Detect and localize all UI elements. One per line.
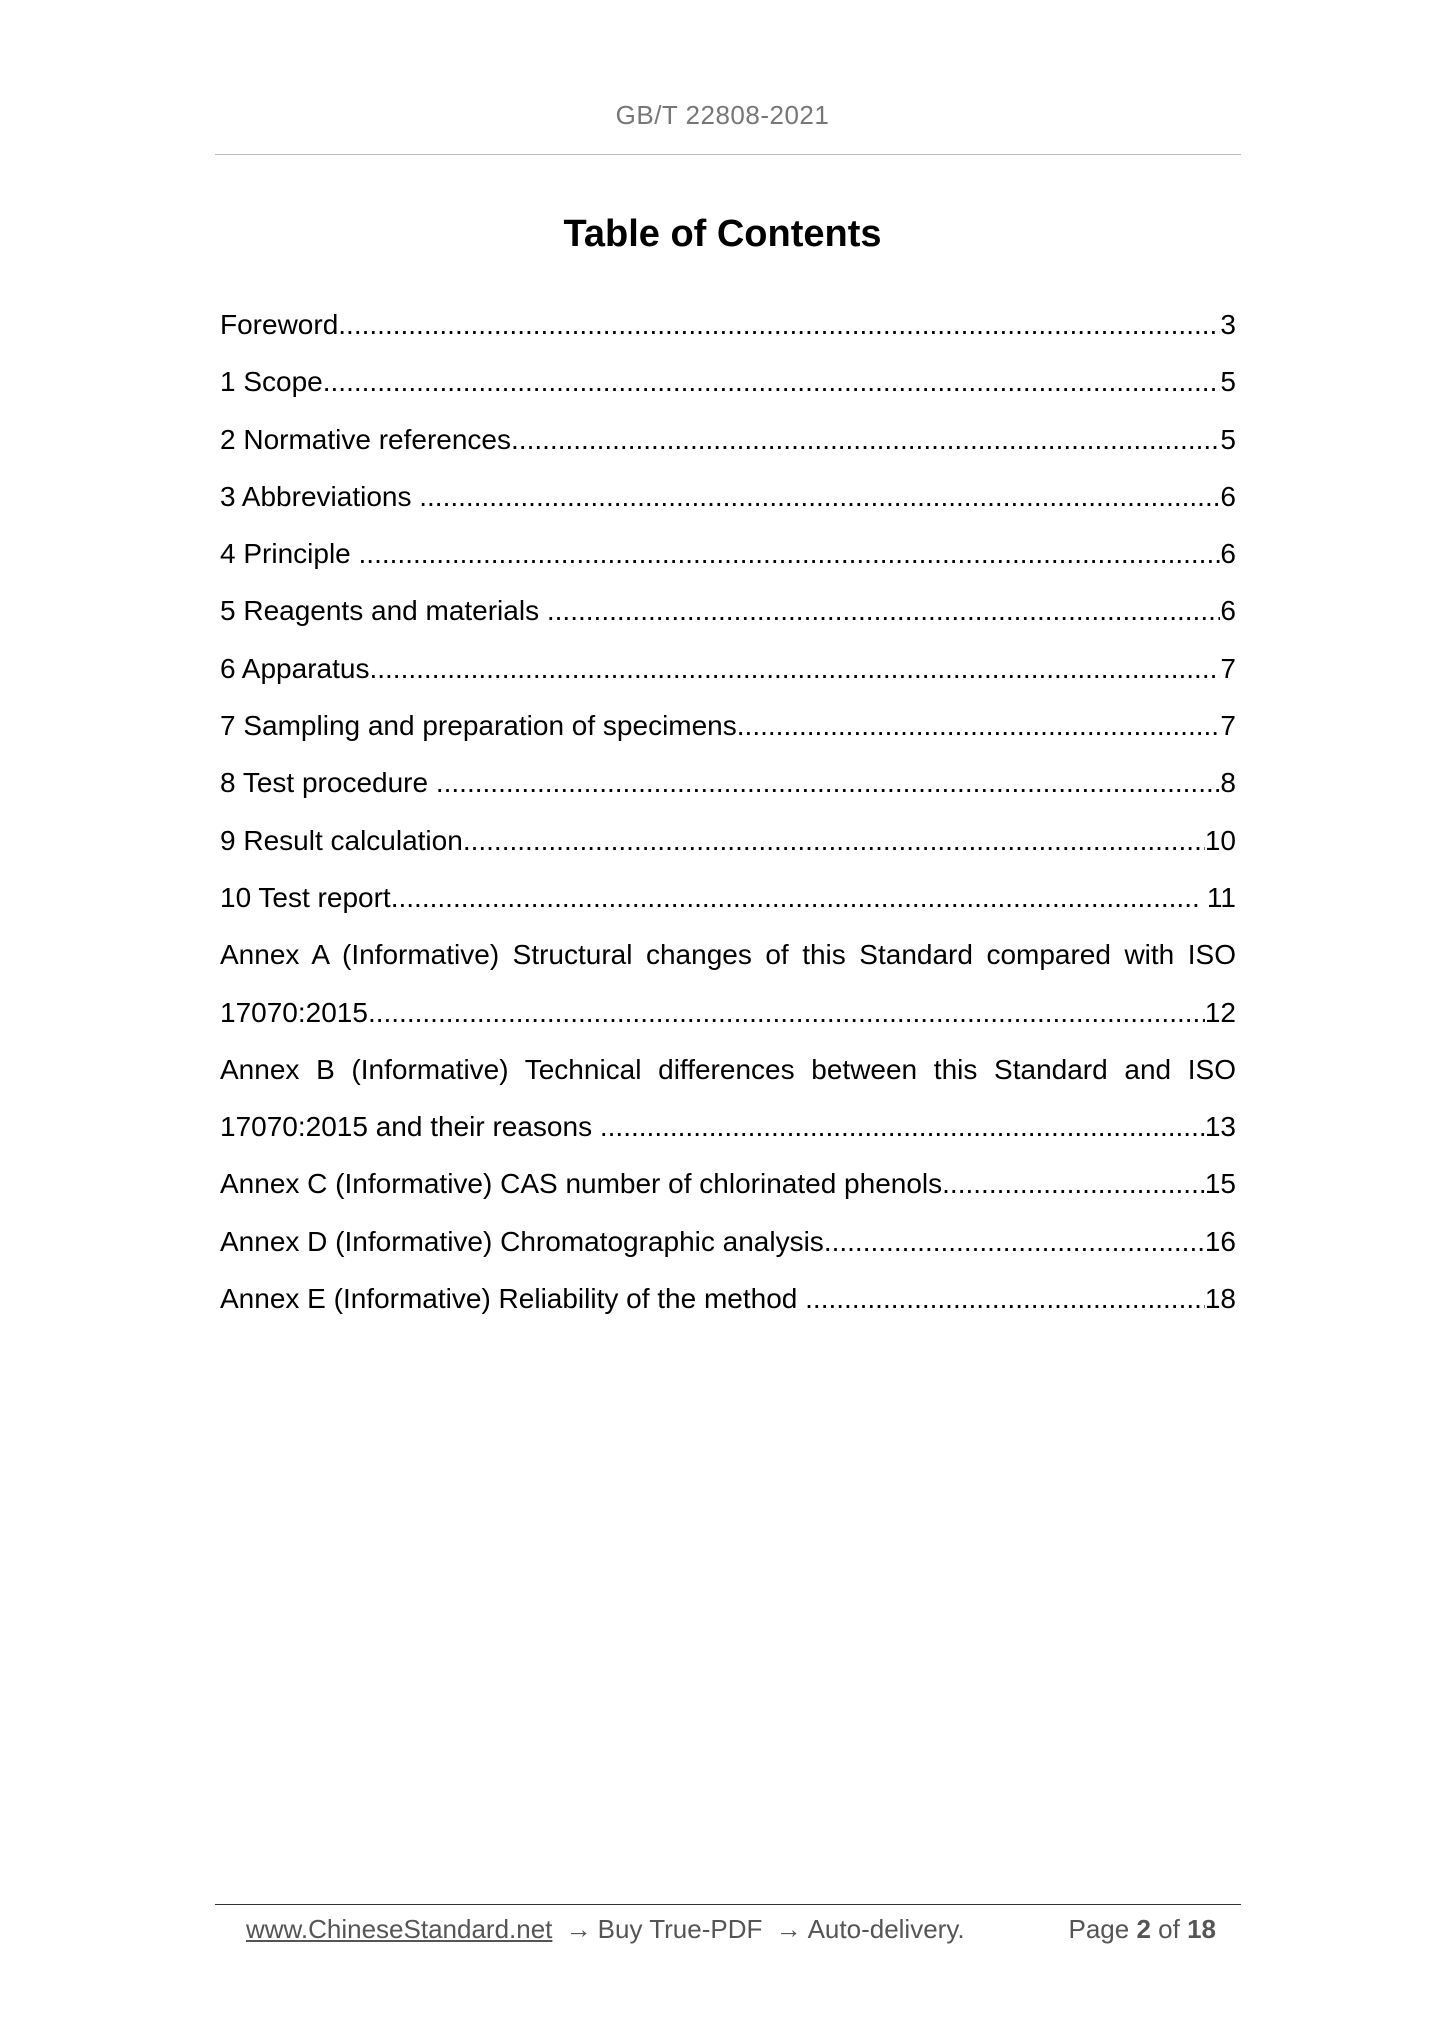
toc-entry-apparatus[interactable] (220, 640, 1236, 697)
site-link[interactable]: www.ChineseStandard.net (246, 1914, 553, 1944)
buy-pdf-text: Buy True-PDF (597, 1914, 763, 1944)
toc-entry-text: 2 Normative references (220, 423, 512, 455)
dot-leader (824, 1213, 1205, 1270)
toc-entry-annex-e[interactable] (220, 1270, 1236, 1327)
toc-entry-text: 17070:2015 and their reasons (220, 1111, 600, 1143)
toc-page-number: 6 (1220, 595, 1236, 627)
toc-entry-annex-a[interactable] (220, 984, 1236, 1041)
toc-entry-text: 1 Scope (220, 366, 323, 398)
toc-page-number: 15 (1204, 1168, 1236, 1200)
toc-entry-text: Annex C (Informative) CAS number of chlorinated phenols (220, 1168, 943, 1200)
dot-leader (942, 1155, 1205, 1212)
document-code-header: GB/T 22808-2021 (615, 100, 830, 130)
auto-delivery-text: Auto-delivery. (807, 1914, 965, 1944)
dot-leader (368, 984, 1205, 1041)
toc-entry-scope[interactable] (220, 353, 1236, 410)
toc-page-number: 12 (1204, 996, 1236, 1028)
dot-leader (463, 812, 1205, 869)
dot-leader (323, 353, 1221, 410)
toc-entry-text: 17070:2015 (220, 996, 368, 1028)
toc-entry-annex-b-line1[interactable] (220, 1041, 1236, 1098)
toc-entry-text: Annex B (Informative) Technical differences between this Standard and ISO (220, 1053, 1236, 1085)
toc-entry-annex-b[interactable] (220, 1098, 1236, 1155)
dot-leader (338, 296, 1220, 353)
dot-leader (805, 1270, 1205, 1327)
toc-page-number: 3 (1220, 309, 1236, 340)
dot-leader (600, 1098, 1205, 1155)
toc-entry-text: Annex A (Informative) Structural changes of this Standard compared with ISO (220, 939, 1236, 971)
toc-page-number: 7 (1220, 652, 1236, 684)
table-of-contents (220, 296, 1236, 1327)
dot-leader (436, 754, 1221, 811)
toc-entry-sampling-and-preparation[interactable] (220, 697, 1236, 754)
toc-entry-text: 7 Sampling and preparation of specimens (220, 710, 737, 742)
toc-page-number: 18 (1204, 1283, 1236, 1315)
toc-entry-annex-d[interactable] (220, 1213, 1236, 1270)
toc-entry-test-procedure[interactable] (220, 754, 1236, 811)
dot-leader (391, 869, 1199, 926)
toc-entry-foreword[interactable] (220, 296, 1236, 353)
toc-page-number: 6 (1220, 538, 1236, 570)
toc-page-number: 11 (1199, 881, 1236, 913)
toc-entry-text: Annex E (Informative) Reliability of the method (220, 1283, 806, 1315)
toc-entry-principle[interactable] (220, 525, 1236, 582)
dot-leader (359, 525, 1221, 582)
dot-leader (737, 697, 1221, 754)
toc-page-number: 6 (1220, 480, 1236, 512)
toc-page-number: 13 (1204, 1111, 1236, 1143)
current-page-number: 2 (1136, 1914, 1151, 1944)
of-label: of (1158, 1914, 1180, 1944)
page-title: Table of Contents (563, 213, 882, 255)
toc-entry-text: 3 Abbreviations (220, 480, 420, 512)
toc-entry-text: Annex D (Informative) Chromatographic analysis (220, 1225, 824, 1257)
dot-leader (369, 640, 1220, 697)
toc-entry-text: 9 Result calculation (220, 824, 463, 856)
toc-page-number: 5 (1220, 366, 1236, 398)
toc-entry-text: 6 Apparatus (220, 652, 370, 684)
toc-page-number: 16 (1204, 1225, 1236, 1257)
arrow-right-icon: → (775, 1914, 802, 1944)
toc-page-number: 10 (1204, 824, 1236, 856)
toc-entry-normative-references[interactable] (220, 411, 1236, 468)
page-footer (246, 1909, 1216, 1949)
toc-entry-text: 4 Principle (220, 538, 359, 570)
page-label: Page (1068, 1914, 1130, 1944)
toc-page-number: 5 (1220, 423, 1236, 455)
dot-leader (419, 468, 1220, 525)
toc-entry-text: 10 Test report (220, 881, 391, 913)
toc-entry-test-report[interactable] (220, 869, 1236, 926)
toc-entry-annex-a-line1[interactable] (220, 926, 1236, 983)
toc-entry-text: 8 Test procedure (220, 767, 436, 799)
toc-entry-text: Foreword (220, 309, 339, 340)
toc-page-number: 8 (1220, 767, 1236, 799)
toc-entry-text: 5 Reagents and materials (220, 595, 547, 627)
toc-entry-result-calculation[interactable] (220, 812, 1236, 869)
arrow-right-icon: → (565, 1914, 592, 1944)
footer-divider (215, 1904, 1241, 1905)
toc-entry-annex-c[interactable] (220, 1155, 1236, 1212)
header-divider (215, 154, 1241, 155)
toc-entry-abbreviations[interactable] (220, 468, 1236, 525)
toc-page-number: 7 (1220, 710, 1236, 742)
dot-leader (511, 411, 1220, 468)
dot-leader (547, 582, 1221, 639)
toc-entry-reagents-and-materials[interactable] (220, 582, 1236, 639)
total-pages-number: 18 (1187, 1914, 1216, 1944)
page-counter (1068, 1909, 1216, 1949)
